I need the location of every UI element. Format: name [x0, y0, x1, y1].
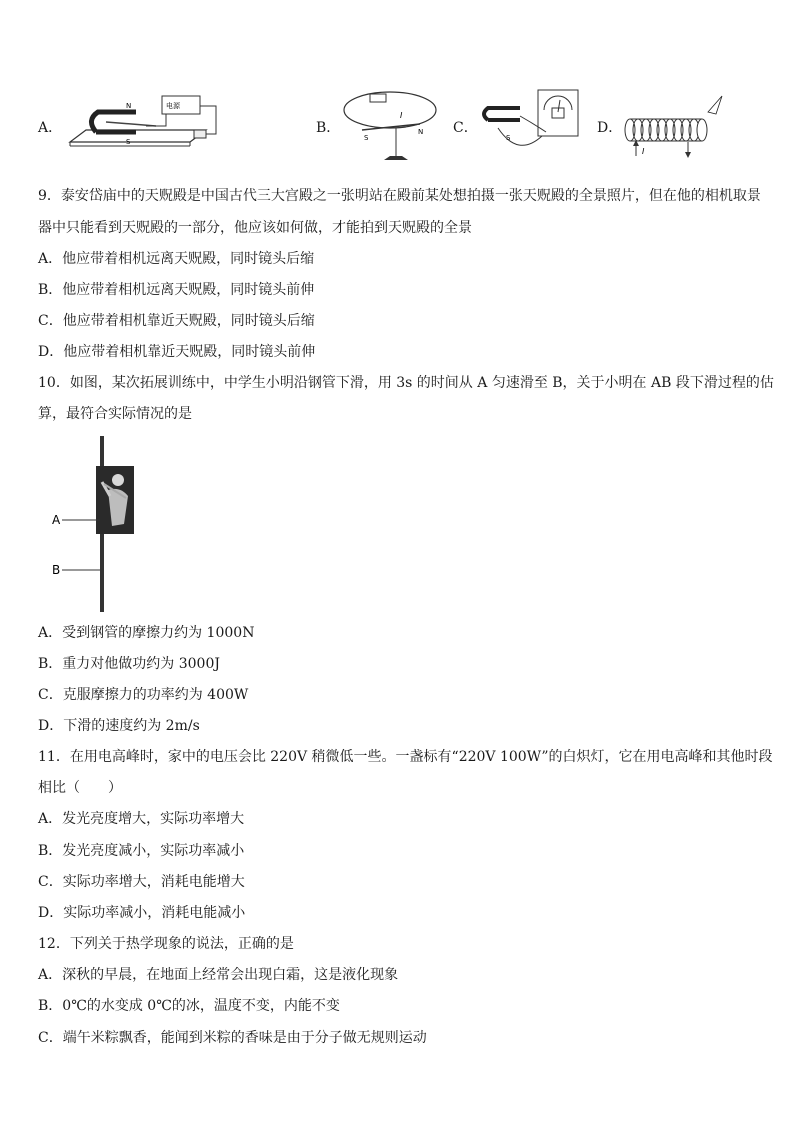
q9-stem-line1: 9．泰安岱庙中的天贶殿是中国古代三大宫殿之一张明站在殿前某处想拍摄一张天贶殿的全景照片，但在他的相机取景 — [38, 188, 761, 204]
q8-figure-b — [340, 86, 440, 170]
q9-stem-line2: 器中只能看到天贶殿的一部分，他应该如何做，才能拍到天贶殿的全景 — [38, 220, 472, 236]
q8-option-a-label: A． — [38, 120, 63, 136]
q12-stem: 12．下列关于热学现象的说法，正确的是 — [38, 936, 294, 952]
svg-text:I: I — [400, 111, 403, 120]
q8-figure-a — [66, 92, 226, 154]
q9-option-b: B．他应带着相机远离天贶殿，同时镜头前伸 — [38, 282, 315, 298]
svg-text:N: N — [418, 128, 424, 136]
q10-stem-line1: 10．如图，某次拓展训练中，中学生小明沿钢管下滑，用 3s 的时间从 A 匀速滑至 B，关于小明在 AB 段下滑过程的估 — [38, 375, 774, 391]
q8-option-d-label: D． — [597, 120, 623, 136]
q10-stem-line2: 算，最符合实际情况的是 — [38, 406, 192, 422]
q8-option-b-label: B． — [316, 120, 341, 136]
q9-option-d: D．他应带着相机靠近天贶殿，同时镜头前伸 — [38, 344, 316, 360]
q8-figure-c — [478, 86, 588, 162]
q11-option-d: D．实际功率减小，消耗电能减小 — [38, 905, 246, 921]
q12-option-b: B．0℃的水变成 0℃的冰，温度不变，内能不变 — [38, 998, 340, 1014]
label-a: A — [52, 513, 61, 527]
q8-option-c-label: C． — [453, 120, 478, 136]
q11-stem-line1: 11．在用电高峰时，家中的电压会比 220V 稍微低一些。一盏标有“220V 100W”的白炽灯，它在用电高峰和其他时段 — [38, 749, 773, 765]
q11-option-a: A．发光亮度增大，实际功率增大 — [38, 811, 245, 827]
q12-option-c: C．端午米粽飘香，能闻到米粽的香味是由于分子做无规则运动 — [38, 1030, 427, 1046]
q11-stem-line2: 相比（ ） — [38, 780, 122, 796]
svg-text:N: N — [126, 102, 132, 110]
q8-figure-d — [622, 90, 732, 160]
q11-option-c: C．实际功率增大，消耗电能增大 — [38, 874, 245, 890]
q9-option-a: A．他应带着相机远离天贶殿，同时镜头后缩 — [38, 251, 315, 267]
svg-text:电源: 电源 — [166, 102, 180, 110]
svg-text:S: S — [506, 134, 511, 142]
svg-text:S: S — [364, 134, 369, 142]
label-b: B — [52, 563, 61, 577]
svg-text:I: I — [642, 147, 645, 156]
q11-option-b: B．发光亮度减小，实际功率减小 — [38, 843, 245, 859]
q10-option-b: B．重力对他做功约为 3000J — [38, 656, 220, 672]
q10-option-a: A．受到钢管的摩擦力约为 1000N — [38, 625, 255, 641]
q10-figure-pole — [48, 434, 148, 614]
q10-option-c: C．克服摩擦力的功率约为 400W — [38, 687, 249, 703]
q12-option-a: A．深秋的早晨，在地面上经常会出现白霜，这是液化现象 — [38, 967, 399, 983]
svg-text:S: S — [126, 138, 131, 146]
q9-option-c: C．他应带着相机靠近天贶殿，同时镜头后缩 — [38, 313, 315, 329]
q10-option-d: D．下滑的速度约为 2m/s — [38, 718, 200, 734]
